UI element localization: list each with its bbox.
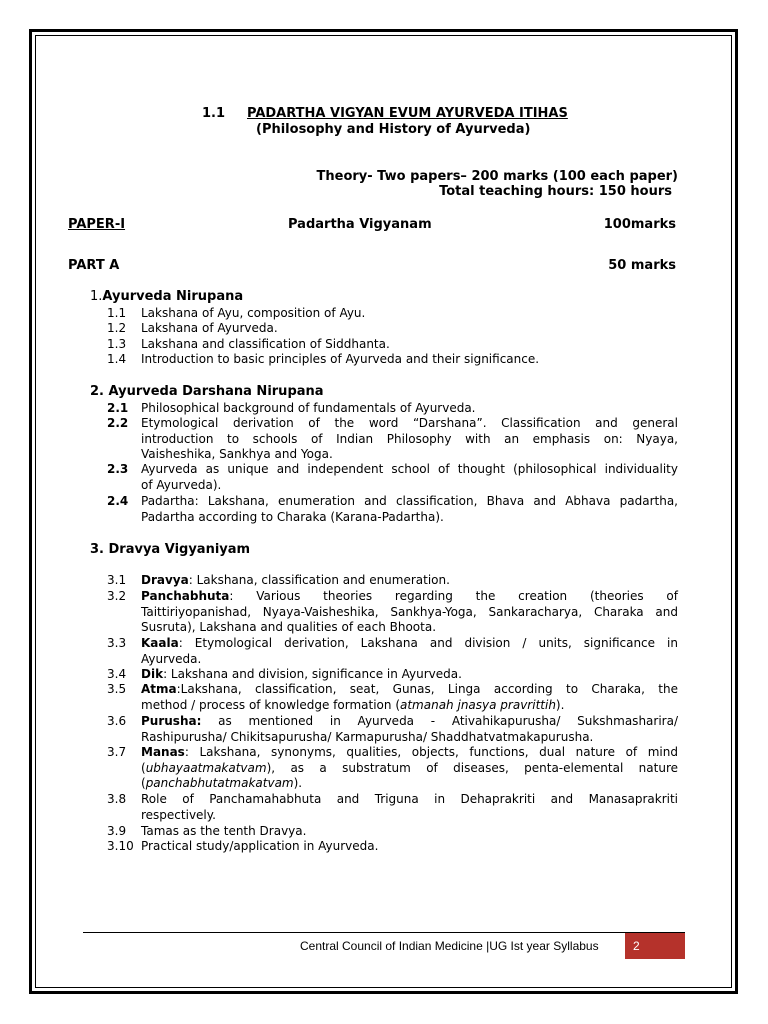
page-number: 2 xyxy=(633,939,640,953)
heading-number: 1.1 xyxy=(202,106,226,121)
paper-name: Padartha Vigyanam xyxy=(288,217,432,232)
part-marks: 50 marks xyxy=(608,258,676,273)
page-number-badge xyxy=(625,933,685,959)
section-2-title: 2. Ayurveda Darshana Nirupana xyxy=(90,384,324,399)
footer-divider xyxy=(83,932,685,933)
paper-label: PAPER-I xyxy=(68,217,126,232)
section-3-title: 3. Dravya Vigyaniyam xyxy=(90,542,251,557)
theory-line-1: Theory- Two papers– 200 marks (100 each paper) xyxy=(316,169,678,184)
part-label: PART A xyxy=(68,258,120,273)
footer-text: Central Council of Indian Medicine |UG Ist year Syllabus xyxy=(300,939,599,953)
heading-title: PADARTHA VIGYAN EVUM AYURVEDA ITIHAS xyxy=(247,106,568,121)
section-1-title: 1.Ayurveda Nirupana xyxy=(90,289,244,304)
theory-line-2: Total teaching hours: 150 hours xyxy=(439,184,672,199)
paper-marks: 100marks xyxy=(603,217,676,232)
heading-subtitle: (Philosophy and History of Ayurveda) xyxy=(256,122,531,137)
